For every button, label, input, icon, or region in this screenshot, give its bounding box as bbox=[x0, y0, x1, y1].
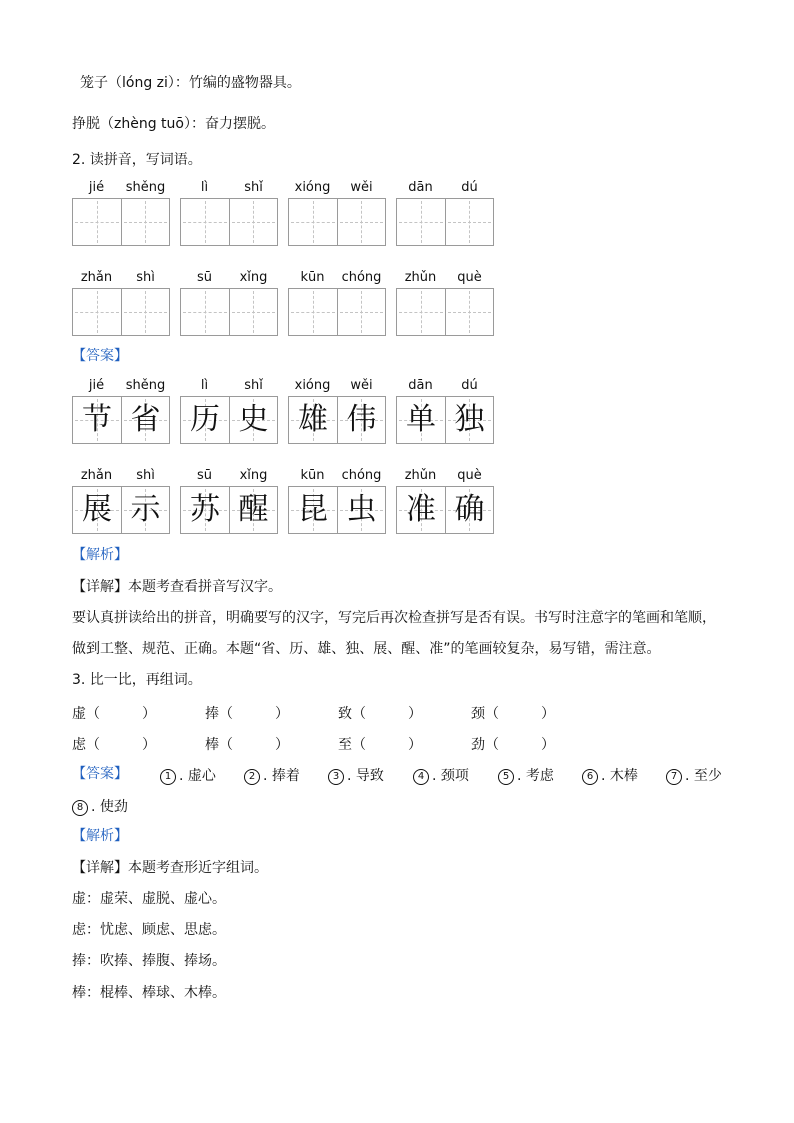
grid-cell[interactable] bbox=[73, 289, 121, 335]
grid-cell[interactable] bbox=[337, 199, 385, 245]
pinyin: wěi bbox=[350, 378, 373, 393]
grid-cell[interactable] bbox=[73, 199, 121, 245]
pinyin: dú bbox=[461, 180, 478, 195]
compare-item: 捧（ ） bbox=[205, 706, 289, 722]
word-group-line: 捧：吹捧、捧腹、捧场。 bbox=[72, 953, 226, 969]
explanation-line: 做到工整、规范、正确。本题“省、历、雄、独、展、醒、准”的笔画较复杂，易写错，需注意。 bbox=[72, 641, 661, 657]
pinyin: jié bbox=[88, 378, 105, 393]
answer-option bbox=[498, 765, 554, 785]
writing-grid-pair[interactable] bbox=[72, 288, 170, 336]
detail-line: 【详解】本题考查看拼音写汉字。 bbox=[72, 579, 282, 595]
writing-grid-pair[interactable] bbox=[72, 198, 170, 246]
answer-option bbox=[160, 765, 216, 785]
compare-item: 劲（ ） bbox=[471, 737, 555, 753]
answer-character: 昆 bbox=[297, 492, 328, 527]
answer-character: 史 bbox=[238, 402, 269, 437]
compare-item: 虚（ ） bbox=[72, 706, 156, 722]
answer-option bbox=[413, 765, 469, 785]
grid-cell bbox=[337, 397, 385, 443]
circled-number: 2 bbox=[244, 769, 260, 785]
answer-character: 伟 bbox=[346, 402, 377, 437]
pinyin: xǐng bbox=[239, 270, 268, 285]
answer-character: 醒 bbox=[238, 492, 269, 527]
circled-number: 8 bbox=[72, 800, 88, 816]
grid-cell[interactable] bbox=[229, 289, 277, 335]
answer-character: 准 bbox=[405, 492, 436, 527]
pinyin: zhǔn bbox=[404, 270, 437, 285]
circled-number: 7 bbox=[666, 769, 682, 785]
pinyin: zhǔn bbox=[404, 468, 437, 483]
answer-grid-pair bbox=[288, 396, 386, 444]
answer-character: 独 bbox=[454, 402, 485, 437]
grid-cell bbox=[121, 397, 169, 443]
answer-character: 苏 bbox=[189, 492, 220, 527]
grid-cell bbox=[181, 487, 229, 533]
answer-label: 【答案】 bbox=[72, 766, 128, 782]
definition-zhengtuo: 挣脱（zhèng tuō）：奋力摆脱。 bbox=[72, 116, 275, 132]
word-group-line: 虚：虚荣、虚脱、虚心。 bbox=[72, 891, 226, 907]
pinyin: dān bbox=[408, 180, 433, 195]
pinyin: què bbox=[457, 270, 482, 285]
answer-grid-pair bbox=[396, 486, 494, 534]
writing-grid-pair[interactable] bbox=[180, 198, 278, 246]
grid-cell bbox=[337, 487, 385, 533]
grid-cell[interactable] bbox=[181, 199, 229, 245]
writing-grid-pair[interactable] bbox=[288, 288, 386, 336]
pinyin: shì bbox=[136, 270, 155, 285]
answer-option bbox=[72, 796, 128, 816]
grid-cell[interactable] bbox=[397, 199, 445, 245]
answer-text: . 使劲 bbox=[91, 799, 128, 815]
compare-item: 棒（ ） bbox=[205, 737, 289, 753]
grid-cell[interactable] bbox=[337, 289, 385, 335]
grid-cell[interactable] bbox=[289, 289, 337, 335]
answer-option bbox=[666, 765, 722, 785]
analysis-label: 【解析】 bbox=[72, 828, 128, 844]
circled-number: 5 bbox=[498, 769, 514, 785]
pinyin: kūn bbox=[300, 468, 325, 483]
answer-character: 节 bbox=[81, 402, 112, 437]
circled-number: 3 bbox=[328, 769, 344, 785]
pinyin: zhǎn bbox=[80, 468, 113, 483]
pinyin: dān bbox=[408, 378, 433, 393]
circled-number: 1 bbox=[160, 769, 176, 785]
pinyin: chóng bbox=[341, 270, 382, 285]
answer-text: . 虚心 bbox=[179, 768, 216, 784]
compare-item: 颈（ ） bbox=[471, 706, 555, 722]
grid-cell bbox=[397, 487, 445, 533]
grid-cell[interactable] bbox=[445, 199, 493, 245]
grid-cell bbox=[181, 397, 229, 443]
grid-cell bbox=[289, 487, 337, 533]
answer-label: 【答案】 bbox=[72, 348, 128, 364]
compare-item: 至（ ） bbox=[338, 737, 422, 753]
pinyin: shì bbox=[136, 468, 155, 483]
answer-character: 历 bbox=[189, 402, 220, 437]
answer-text: . 颈项 bbox=[432, 768, 469, 784]
grid-cell bbox=[229, 397, 277, 443]
writing-grid-pair[interactable] bbox=[396, 288, 494, 336]
grid-cell[interactable] bbox=[229, 199, 277, 245]
writing-grid-pair[interactable] bbox=[288, 198, 386, 246]
answer-character: 省 bbox=[130, 402, 161, 437]
grid-cell bbox=[445, 397, 493, 443]
answer-text: . 至少 bbox=[685, 768, 722, 784]
word-group-line: 虑：忧虑、顾虑、思虑。 bbox=[72, 922, 226, 938]
grid-cell[interactable] bbox=[121, 199, 169, 245]
answer-character: 雄 bbox=[297, 402, 328, 437]
pinyin: shǐ bbox=[244, 180, 263, 195]
grid-cell[interactable] bbox=[445, 289, 493, 335]
pinyin: xióng bbox=[294, 180, 331, 195]
answer-option bbox=[582, 765, 638, 785]
pinyin: jié bbox=[88, 180, 105, 195]
detail-line: 【详解】本题考查形近字组词。 bbox=[72, 860, 268, 876]
grid-cell bbox=[73, 397, 121, 443]
pinyin: què bbox=[457, 468, 482, 483]
answer-text: . 考虑 bbox=[517, 768, 554, 784]
answer-grid-pair bbox=[180, 396, 278, 444]
answer-character: 展 bbox=[81, 492, 112, 527]
answer-text: . 木棒 bbox=[601, 768, 638, 784]
explanation-line: 要认真拼读给出的拼音，明确要写的汉字，写完后再次检查拼写是否有误。书写时注意字的笔画和笔顺， bbox=[72, 610, 716, 626]
grid-cell[interactable] bbox=[397, 289, 445, 335]
definition-longzi: 笼子（lóng zi）：竹编的盛物器具。 bbox=[80, 75, 301, 91]
question-3-title: 3. 比一比，再组词。 bbox=[72, 672, 202, 688]
grid-cell bbox=[73, 487, 121, 533]
writing-grid-pair[interactable] bbox=[396, 198, 494, 246]
compare-item: 虑（ ） bbox=[72, 737, 156, 753]
answer-text: . 导致 bbox=[347, 768, 384, 784]
pinyin: lì bbox=[200, 378, 209, 393]
pinyin: dú bbox=[461, 378, 478, 393]
answer-option bbox=[244, 765, 300, 785]
answer-grid-pair bbox=[396, 396, 494, 444]
answer-grid-pair bbox=[72, 486, 170, 534]
grid-cell bbox=[445, 487, 493, 533]
pinyin: sū bbox=[196, 270, 212, 285]
answer-character: 示 bbox=[130, 492, 161, 527]
word-group-line: 棒：棍棒、棒球、木棒。 bbox=[72, 985, 226, 1001]
answer-grid-pair bbox=[288, 486, 386, 534]
grid-cell bbox=[121, 487, 169, 533]
pinyin: zhǎn bbox=[80, 270, 113, 285]
answer-character: 单 bbox=[405, 402, 436, 437]
compare-item: 致（ ） bbox=[338, 706, 422, 722]
answer-character: 确 bbox=[454, 492, 485, 527]
pinyin: xióng bbox=[294, 378, 331, 393]
writing-grid-pair[interactable] bbox=[180, 288, 278, 336]
pinyin: lì bbox=[200, 180, 209, 195]
pinyin: shěng bbox=[125, 378, 166, 393]
analysis-label: 【解析】 bbox=[72, 547, 128, 563]
pinyin: chóng bbox=[341, 468, 382, 483]
answer-option bbox=[328, 765, 384, 785]
grid-cell[interactable] bbox=[181, 289, 229, 335]
pinyin: shǐ bbox=[244, 378, 263, 393]
pinyin: shěng bbox=[125, 180, 166, 195]
grid-cell bbox=[229, 487, 277, 533]
grid-cell bbox=[397, 397, 445, 443]
pinyin: kūn bbox=[300, 270, 325, 285]
pinyin: sū bbox=[196, 468, 212, 483]
grid-cell bbox=[289, 397, 337, 443]
grid-cell[interactable] bbox=[121, 289, 169, 335]
answer-grid-pair bbox=[72, 396, 170, 444]
question-2-title: 2. 读拼音，写词语。 bbox=[72, 152, 202, 168]
circled-number: 4 bbox=[413, 769, 429, 785]
answer-character: 虫 bbox=[346, 492, 377, 527]
pinyin: xǐng bbox=[239, 468, 268, 483]
pinyin: wěi bbox=[350, 180, 373, 195]
answer-text: . 捧着 bbox=[263, 768, 300, 784]
grid-cell[interactable] bbox=[289, 199, 337, 245]
answer-grid-pair bbox=[180, 486, 278, 534]
circled-number: 6 bbox=[582, 769, 598, 785]
